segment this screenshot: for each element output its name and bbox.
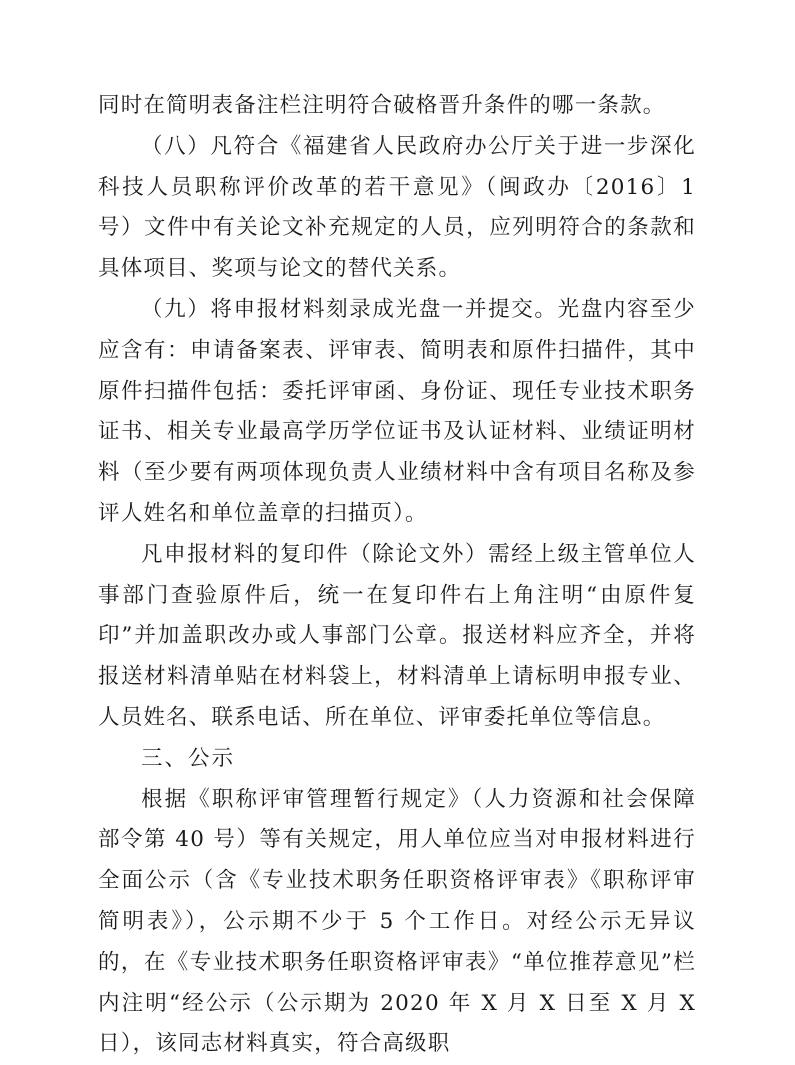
section-heading-publicity: 三、公示 bbox=[141, 745, 236, 771]
paragraph-copy-requirements: 凡申报材料的复印件（除论文外）需经上级主管单位人事部门查验原件后，统一在复印件右上角注明“由原件复印”并加盖职改办或人事部门公章。报送材料应齐全，并将报送材料清单贴在材料袋上，材料清单上请标明申报专业、人员姓名、联系电话、所在单位、评审委托单位等信息。 bbox=[98, 541, 696, 730]
document-body bbox=[98, 86, 696, 1065]
paragraph-item-8: （八）凡符合《福建省人民政府办公厅关于进一步深化科技人员职称评价改革的若干意见》（闽政办〔2016〕1 号）文件中有关论文补充规定的人员，应列明符合的条款和具体项目、奖项与论文的替代关系。 bbox=[98, 133, 696, 282]
paragraph-continuation: 同时在简明表备注栏注明符合破格晋升条件的哪一条款。 bbox=[98, 93, 666, 118]
paragraph-item-9: （九）将申报材料刻录成光盘一并提交。光盘内容至少应含有：申请备案表、评审表、简明表和原件扫描件，其中原件扫描件包括：委托评审函、身份证、现任专业技术职务证书、相关专业最高学历学位证书及认证材料、业绩证明材料（至少要有两项体现负责人业绩材料中含有项目名称及参评人姓名和单位盖章的扫描页）。 bbox=[98, 296, 696, 526]
paragraph-publicity: 根据《职称评审管理暂行规定》（人力资源和社会保障部令第 40 号）等有关规定，用人单位应当对申报材料进行全面公示（含《专业技术职务任职资格评审表》《职称评审简明表》），公示期不少于 5 个工作日。对经公示无异议的，在《专业技术职务任职资格评审表》“单位推荐意见”栏内注明“经公示（公示期为 2020 年 X 月 X 日至 X 月 X 日），该同志材料真实，符合高级职 bbox=[98, 786, 696, 1057]
